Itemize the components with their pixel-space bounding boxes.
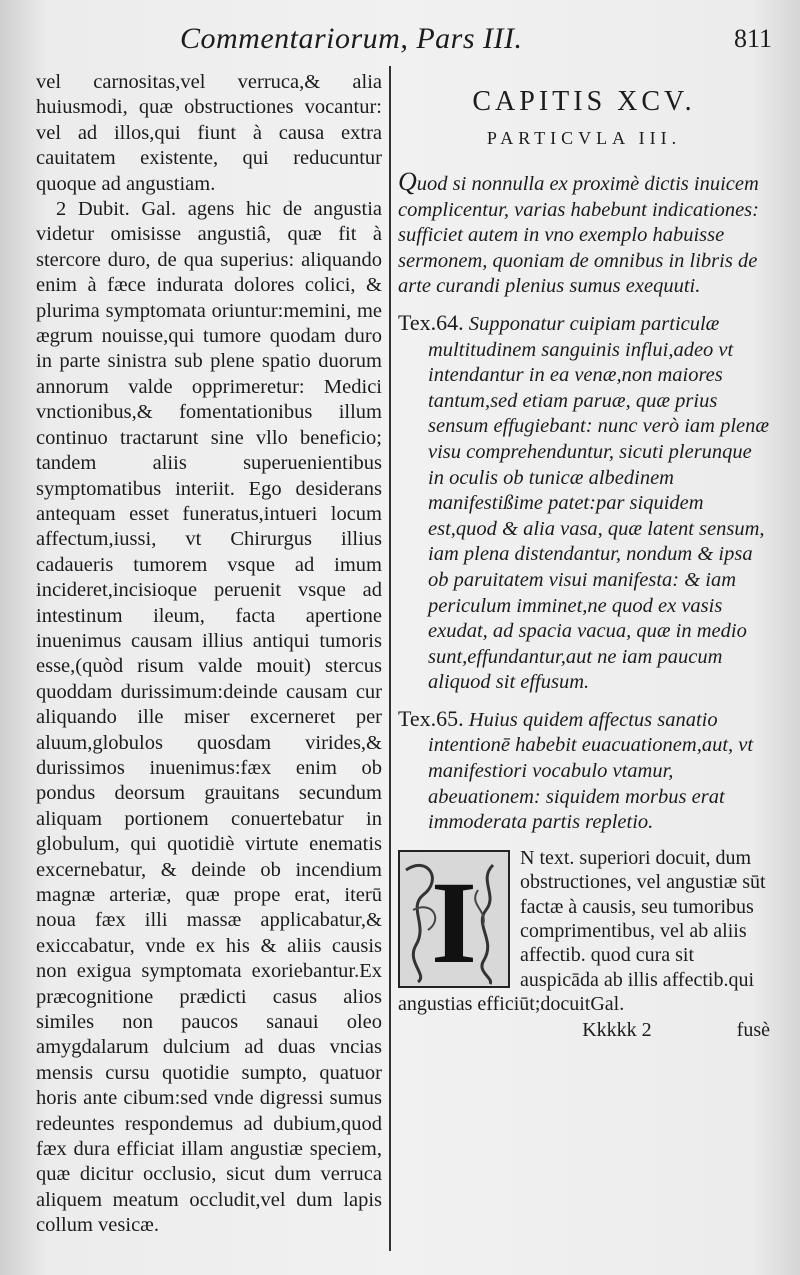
decorated-initial-icon — [398, 850, 510, 988]
page-header — [0, 22, 800, 62]
text-64-label: Tex.64. — [398, 309, 464, 335]
left-column — [36, 70, 382, 1239]
lemma-lead-letter: Q — [398, 167, 417, 196]
page-footer — [398, 1019, 770, 1042]
text-65-paragraph — [398, 706, 770, 836]
text-64-paragraph — [398, 310, 770, 696]
lemma-paragraph — [398, 169, 770, 300]
text-65-body: Huius quidem affectus sanatio intentionē habebit euacuationem,aut, vt manifestiori vocabulo vtamur, abeuationem: siquidem morbus erat immoderata partis repletio. — [428, 708, 754, 834]
page-number: 811 — [733, 24, 772, 53]
subheading: PARTICVLA III. — [486, 128, 682, 148]
commentary-text: N text. superiori docuit, dum obstructiones, vel angustiæ sūt factæ à causis, seu tumoribus comprimentibus, vel ab aliis affectib. quod cura sit auspicāda ab illis affectib.qui angustias efficiūt;docuitGal. — [398, 846, 766, 1016]
left-paragraph-2: 2 Dubit. Gal. agens hic de angustia videtur omisisse angustiâ, quæ fit à stercore duro, de qua superius: aliquando enim à fæce indurata dolores colici, & plurima symptomata oriuntur:memini, me ægrum nouisse,qui tumore quodam duro in parte sinistra sub plene spatio duorum annorum valde opprimeretur: Medici vnctionibus,& fomentationibus illum continuo tractarunt sine vllo beneficio; tandem aliis superuenientibus symptomatibus interiit. Ego desiderans antequam esset funeratus,intueri locum affectum,iussi, vt Chirurgus illius cadaueris tumorem vsque ad imum incideret,incisioque peruenit vsque ad intestinum ileum, facta apertione inuenimus causam illius antiqui tumoris esse,(quòd risum valde mouit) stercus quoddam durissimum:deinde causam cur aliquando ille miser excerneret per aluum,globulos quosdam virides,& durissimos inuenimus:fæx enim ob pondus deorsum grauitans secundum aliquam portionem conuertebatur in globulum, qui quotidiè virtute enematis excernebatur, & deinde ob incendium magnæ arteriæ, quæ prope erat, iterū noua fæx illi massæ applicabatur,& exiccabatur, vnde ex his & aliis causis non exigua symptomata exoriebantur.Ex præcognitione prædicti casus alios similes non paucos sanaui oleo amygdalarum dulcium ad duas vncias mensis cursu quotidie sumpto, quatuor horis ante cibum:sed vnde digressi sumus redeuntes respondemus ad dubium,quod fæx dura efficiat illam angustiæ speciem, quæ dicitur occlusio, sicut dum verruca aliquem meatum occludit,vel dum lapis collum vesicæ. — [36, 198, 382, 1237]
right-column — [398, 86, 770, 1042]
left-paragraph-1: vel carnositas,vel verruca,& alia huiusmodi, quæ obstructiones vocantur: vel ad illos,qui fiunt à causa extra cauitatem existente, qui reducuntur quoque ad angustiam. — [36, 71, 382, 195]
column-divider — [389, 66, 391, 1251]
signature-mark: Kkkkk 2 — [582, 1018, 652, 1041]
catchword: fusè — [736, 1018, 770, 1041]
text-64-body: Supponatur cuipiam particulæ multitudinem sanguinis influi,adeo vt intendantur in ea venæ,non maiores tantum,sed etiam paruæ, quæ prius sensum effugiebant: nunc verò iam plenæ visu comprehenduntur, sicuti plerunque in oculis ob tunicæ albedinem manifestißime patet:par siquidem est,quod & alia vasa, quæ latent sensum, iam plena distendantur, nondum & ipsa ob paruitatem visui manifesta: & iam periculum imminet,ne quod ex vasis exudat, ad spacia vacua, quæ in medio sunt,effundantur,aut ne iam paucum aliquod sit effusum. — [428, 312, 770, 694]
lemma-text: uod si nonnulla ex proximè dictis inuicem complicentur, varias habebunt indicationes: sufficiet autem in vno exemplo habuisse sermonem, quoniam de omnibus in libris de arte curandi plenius sumus exequuti. — [398, 173, 759, 298]
commentary-block — [398, 846, 770, 1017]
initial-letter: I — [431, 856, 477, 988]
running-title: Commentariorum, Pars III. — [180, 22, 523, 55]
text-65-label: Tex.65. — [398, 705, 464, 731]
chapter-heading: CAPITIS XCV. — [472, 86, 696, 117]
